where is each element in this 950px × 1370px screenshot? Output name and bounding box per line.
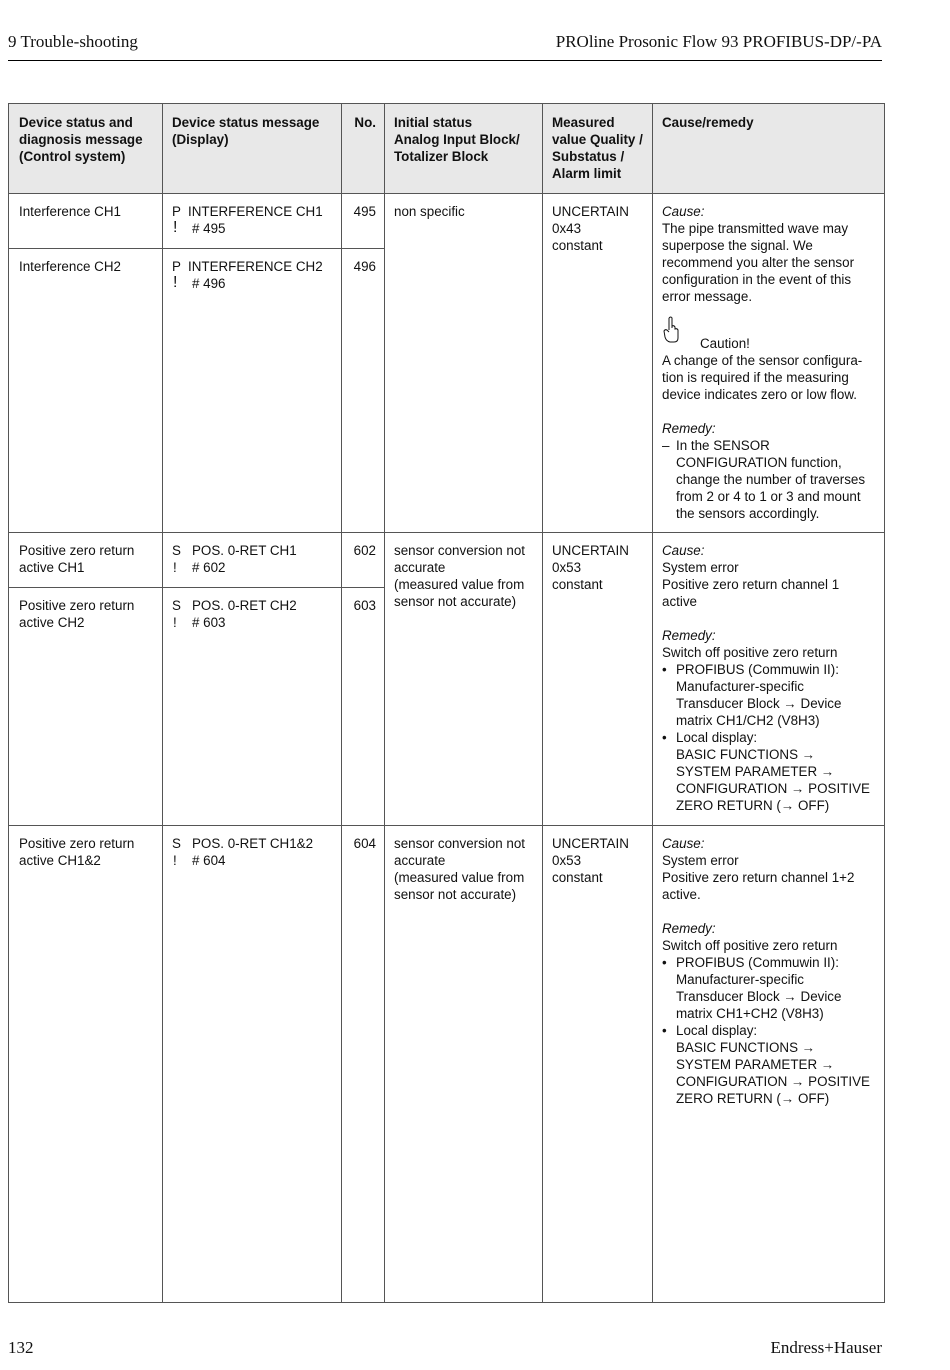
remedy-label: Remedy: [662,628,716,643]
chapter-title: 9 Trouble-shooting [8,32,138,51]
column-header-number: No. [354,115,376,130]
group-divider [9,532,884,533]
bullet-marker: • [662,1023,667,1038]
display-code: S [172,543,181,558]
row-divider [9,587,384,588]
remedy-item-text: Local display: BASIC FUNCTIONS → SYSTEM PARAMETER → CONFIGURATION → POSITIVE ZERO RETURN (→ OFF) [676,1023,870,1106]
caution-label: Caution! [700,336,750,351]
caution-note [662,322,884,352]
page-header [8,30,882,61]
column-divider [384,104,385,1302]
display-code: S [172,598,181,613]
column-divider [652,104,653,1302]
remedy-list [662,437,884,522]
column-divider [542,104,543,1302]
error-number: 602 [353,543,376,558]
cause-label: Cause: [662,836,705,851]
display-number: # 496 [192,276,226,291]
product-title: PROline Prosonic Flow 93 PROFIBUS-DP/-PA [555,32,882,51]
remedy-item [662,729,884,814]
remedy-item [662,1022,884,1107]
cause-text: The pipe transmitted wave may superpose the signal. We recommend you alter the sensor configuration in the event of this error message. [662,221,855,304]
column-header-diagnosis: Device status and diagnosis message (Control system) [19,115,143,164]
remedy-item [662,661,884,729]
initial-status: sensor conversion not accurate (measured value from sensor not accurate) [394,836,526,902]
remedy-item-text: PROFIBUS (Commuwin II): Manufacturer-specific Transducer Block → Device matrix CH1+CH2 (V8H3) [676,955,842,1021]
remedy-item [662,954,884,1022]
initial-status: sensor conversion not accurate (measured value from sensor not accurate) [394,543,526,609]
cause-label: Cause: [662,204,705,219]
remedy-list [662,954,884,1107]
column-header-initial-status: Initial status Analog Input Block/ Totalizer Block [394,115,520,164]
remedy-label: Remedy: [662,421,716,436]
quality-status: UNCERTAIN 0x53 constant [552,543,629,592]
remedy-item-text: In the SENSOR CONFIGURATION function, change the number of traverses from 2 or 4 to 1 or 3 and mount the sensors accordingly. [676,438,866,521]
diagnosis-message: Interference CH2 [19,259,121,274]
cause-remedy-cell [662,542,884,814]
display-number: # 495 [192,221,226,236]
brand-name: Endress+Hauser [770,1338,882,1357]
display-number: # 604 [192,853,226,868]
caution-text: A change of the sensor configura- tion is required if the measuring device indicates zero or low flow. [662,353,863,402]
display-message: INTERFERENCE CH2 [188,259,323,274]
remedy-intro: Switch off positive zero return [662,938,838,953]
quality-status: UNCERTAIN 0x53 constant [552,836,629,885]
diagnosis-message: Interference CH1 [19,204,121,219]
cause-remedy-cell [662,835,884,1107]
display-flag: ! [173,219,178,236]
display-message: POS. 0-RET CH1 [192,543,297,558]
display-code: P [172,259,181,274]
remedy-item-text: PROFIBUS (Commuwin II): Manufacturer-specific Transducer Block → Device matrix CH1/CH2 (V8H3) [676,662,842,728]
group-divider [9,825,884,826]
cause-label: Cause: [662,543,705,558]
column-divider [341,104,342,1302]
bullet-marker: • [662,730,667,745]
cause-text: System error Positive zero return channel 1 active [662,560,840,609]
diagnosis-message: Positive zero return active CH2 [19,598,135,630]
remedy-list [662,661,884,814]
diagnosis-table [8,103,885,1303]
display-code: S [172,836,181,851]
cause-text: System error Positive zero return channel 1+2 active. [662,853,855,902]
remedy-item [662,437,884,522]
display-message: INTERFERENCE CH1 [188,204,323,219]
remedy-item-text: Local display: BASIC FUNCTIONS → SYSTEM PARAMETER → CONFIGURATION → POSITIVE ZERO RETURN (→ OFF) [676,730,870,813]
display-number: # 602 [192,560,226,575]
bullet-marker: • [662,662,667,677]
column-divider [162,104,163,1302]
display-flag: ! [173,615,177,630]
quality-status: UNCERTAIN 0x43 constant [552,204,629,253]
page-number: 132 [8,1338,34,1357]
row-divider [9,248,384,249]
column-header-cause-remedy: Cause/remedy [662,115,754,130]
cause-remedy-cell [662,203,884,522]
display-message: POS. 0-RET CH2 [192,598,297,613]
error-number: 603 [353,598,376,613]
column-header-quality: Measured value Quality / Substatus / Alarm limit [552,115,643,181]
error-number: 496 [353,259,376,274]
remedy-label: Remedy: [662,921,716,936]
display-code: P [172,204,181,219]
initial-status: non specific [394,204,465,219]
bullet-marker: • [662,955,667,970]
pointing-hand-icon [662,316,682,344]
display-number: # 603 [192,615,226,630]
display-flag: ! [173,274,178,291]
column-header-display: Device status message (Display) [172,115,320,147]
error-number: 495 [353,204,376,219]
display-message: POS. 0-RET CH1&2 [192,836,314,851]
error-number: 604 [353,836,376,851]
dash-marker: – [662,438,670,453]
remedy-intro: Switch off positive zero return [662,645,838,660]
diagnosis-message: Positive zero return active CH1&2 [19,836,135,868]
display-flag: ! [173,560,177,575]
display-flag: ! [173,853,177,868]
diagnosis-message: Positive zero return active CH1 [19,543,135,575]
